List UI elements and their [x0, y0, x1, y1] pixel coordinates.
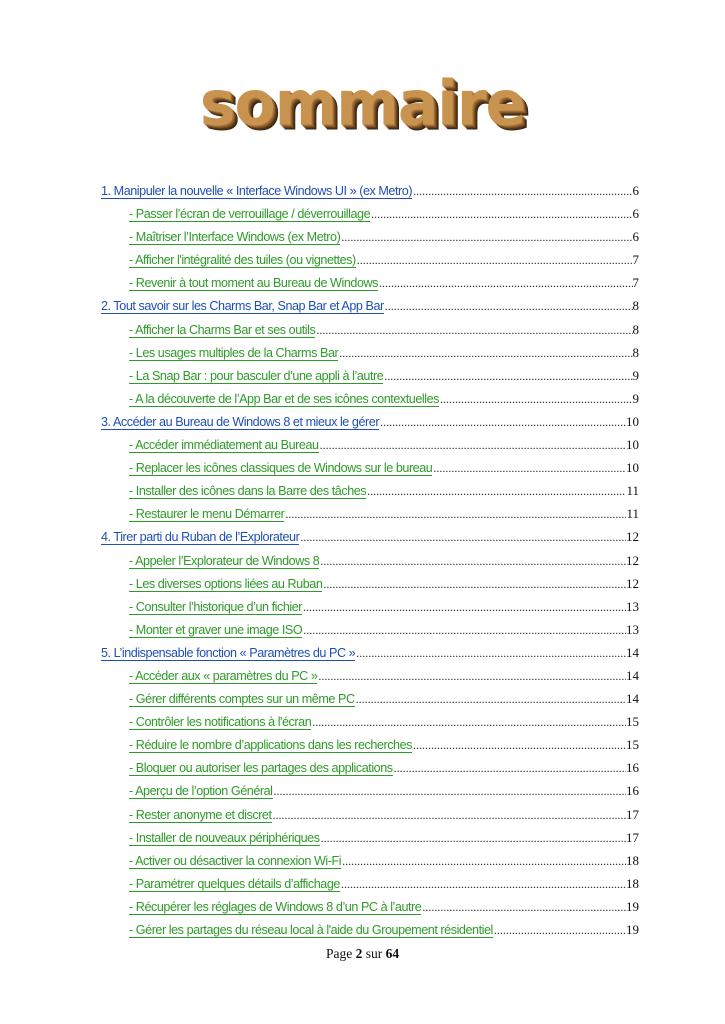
toc-entry-page-number: 17 [626, 829, 639, 845]
toc-entry-label[interactable]: - Contrôler les notifications à l'écran [129, 715, 312, 730]
toc-subsection-entry[interactable] [101, 322, 639, 345]
toc-entry-page-number: 18 [626, 875, 639, 891]
toc-entry-label[interactable]: - Gérer différents comptes sur un même PC [129, 692, 355, 707]
toc-subsection-entry[interactable] [101, 483, 639, 506]
toc-entry-label[interactable]: 5. L’indispensable fonction « Paramètres du PC » [101, 645, 356, 660]
toc-entry-label[interactable]: - A la découverte de l’App Bar et de ses icônes contextuelles [129, 391, 439, 406]
page-footer [0, 946, 725, 962]
toc-entry-page-number: 15 [626, 714, 639, 730]
toc-entry-label[interactable]: - Réduire le nombre d’applications dans les recherches [129, 738, 413, 753]
toc-entry-page-number: 17 [626, 806, 639, 822]
toc-section-entry[interactable] [101, 183, 639, 206]
toc-dot-leader [338, 346, 632, 361]
toc-entry-label[interactable]: - Afficher la Charms Bar et ses outils [129, 322, 316, 337]
toc-subsection-entry[interactable] [101, 553, 639, 576]
toc-dot-leader [317, 669, 626, 684]
footer-current-page: 2 [355, 946, 363, 961]
toc-entry-page-number: 7 [632, 275, 639, 291]
toc-subsection-entry[interactable] [101, 922, 639, 945]
toc-subsection-entry[interactable] [101, 899, 639, 922]
toc-entry-page-number: 12 [626, 529, 639, 545]
toc-dot-leader [319, 438, 626, 453]
toc-dot-leader [355, 646, 626, 661]
toc-entry-label[interactable]: - Rester anonyme et discret [129, 807, 272, 822]
toc-subsection-entry[interactable] [101, 783, 639, 806]
toc-dot-leader [412, 184, 632, 199]
toc-entry-page-number: 14 [626, 644, 639, 660]
toc-subsection-entry[interactable] [101, 714, 639, 737]
toc-dot-leader [393, 761, 626, 776]
toc-dot-leader [421, 900, 626, 915]
toc-dot-leader [273, 784, 626, 799]
toc-entry-label[interactable]: 2. Tout savoir sur les Charms Bar, Snap Bar et App Bar [101, 299, 384, 314]
toc-entry-page-number: 14 [626, 691, 639, 707]
toc-entry-label[interactable]: - Consulter l’historique d’un fichier [129, 599, 303, 614]
toc-dot-leader [302, 623, 626, 638]
toc-entry-page-number: 8 [632, 344, 639, 360]
toc-entry-page-number: 14 [626, 667, 639, 683]
toc-entry-page-number: 8 [632, 321, 639, 337]
toc-entry-page-number: 19 [626, 922, 639, 937]
title-block [0, 62, 725, 152]
toc-dot-leader [378, 276, 633, 291]
toc-dot-leader [340, 877, 626, 892]
toc-entry-label[interactable]: 4. Tirer parti du Ruban de l’Explorateur [101, 530, 300, 545]
toc-subsection-entry[interactable] [101, 691, 639, 714]
toc-dot-leader [493, 923, 626, 938]
toc-dot-leader [272, 808, 626, 823]
toc-entry-label[interactable]: - Récupérer les réglages de Windows 8 d’un PC à l’autre [129, 899, 422, 914]
toc-subsection-entry[interactable] [101, 807, 639, 830]
footer-total-pages: 64 [385, 946, 400, 961]
toc-entry-label[interactable]: - Accéder immédiatement au Bureau [129, 438, 319, 453]
toc-dot-leader [383, 369, 632, 384]
toc-entry-label[interactable]: - Les usages multiples de la Charms Bar [129, 345, 339, 360]
toc-dot-leader [311, 715, 626, 730]
toc-entry-page-number: 15 [626, 737, 639, 753]
table-of-contents [101, 183, 639, 945]
toc-dot-leader [299, 530, 626, 545]
toc-subsection-entry[interactable] [101, 668, 639, 691]
toc-dot-leader [320, 831, 626, 846]
footer-prefix: Page [325, 946, 353, 961]
toc-entry-page-number: 7 [632, 252, 639, 268]
page-title: sommaire [199, 68, 526, 140]
toc-entry-label[interactable]: 3. Accéder au Bureau de Windows 8 et mieux le gérer [101, 414, 380, 429]
toc-subsection-entry[interactable] [101, 368, 639, 391]
toc-subsection-entry[interactable] [101, 437, 639, 460]
toc-entry-label[interactable]: - Passer l’écran de verrouillage / déverrouillage [129, 207, 371, 222]
toc-subsection-entry[interactable] [101, 206, 639, 229]
toc-section-entry[interactable] [101, 414, 639, 437]
toc-entry-page-number: 19 [626, 898, 639, 914]
toc-section-entry[interactable] [101, 645, 639, 668]
toc-entry-page-number: 18 [626, 852, 639, 868]
footer-separator: sur [365, 946, 383, 961]
toc-entry-page-number: 13 [626, 621, 639, 637]
toc-entry-label[interactable]: - Installer de nouveaux périphériques [129, 830, 320, 845]
toc-dot-leader [315, 323, 632, 338]
toc-entry-page-number: 9 [632, 390, 639, 406]
toc-entry-page-number: 13 [626, 598, 639, 614]
toc-entry-page-number: 10 [626, 437, 639, 453]
toc-subsection-entry[interactable] [101, 275, 639, 298]
toc-dot-leader [439, 392, 633, 407]
toc-subsection-entry[interactable] [101, 345, 639, 368]
toc-subsection-entry[interactable] [101, 760, 639, 783]
toc-subsection-entry[interactable] [101, 876, 639, 899]
toc-entry-label[interactable]: - Installer des icônes dans la Barre des tâches [129, 484, 367, 499]
toc-entry-page-number: 10 [626, 460, 639, 476]
toc-entry-page-number: 10 [626, 413, 639, 429]
toc-entry-page-number: 12 [626, 575, 639, 591]
toc-dot-leader [340, 230, 632, 245]
toc-dot-leader [322, 577, 626, 592]
toc-entry-label[interactable]: - Afficher l'intégralité des tuiles (ou vignettes) [129, 253, 356, 268]
toc-dot-leader [366, 484, 626, 499]
toc-subsection-entry[interactable] [101, 830, 639, 853]
toc-entry-page-number: 6 [632, 206, 639, 222]
toc-entry-page-number: 16 [626, 760, 639, 776]
toc-dot-leader [355, 692, 626, 707]
toc-dot-leader [432, 461, 626, 476]
toc-entry-page-number: 6 [632, 229, 639, 245]
toc-subsection-entry[interactable] [101, 853, 639, 876]
toc-dot-leader [284, 507, 626, 522]
toc-entry-label[interactable]: - Replacer les icônes classiques de Windows sur le bureau [129, 461, 433, 476]
toc-entry-label[interactable]: - Paramétrer quelques détails d’affichage [129, 876, 340, 891]
toc-entry-label[interactable]: - Accéder aux « paramètres du PC » [129, 668, 318, 683]
toc-subsection-entry[interactable] [101, 599, 639, 622]
toc-dot-leader [412, 738, 626, 753]
toc-subsection-entry[interactable] [101, 252, 639, 275]
toc-dot-leader [384, 299, 633, 314]
toc-dot-leader [319, 554, 626, 569]
toc-entry-label[interactable]: - Activer ou désactiver la connexion Wi-Fi [129, 853, 342, 868]
toc-entry-page-number: 16 [626, 783, 639, 799]
toc-subsection-entry[interactable] [101, 737, 639, 760]
toc-subsection-entry[interactable] [101, 460, 639, 483]
toc-entry-label[interactable]: - Les diverses options liées au Ruban [129, 576, 323, 591]
toc-dot-leader [341, 854, 626, 869]
toc-subsection-entry[interactable] [101, 391, 639, 414]
toc-entry-label[interactable]: 1. Manipuler la nouvelle « Interface Windows UI » (ex Metro) [101, 184, 413, 198]
toc-subsection-entry[interactable] [101, 622, 639, 645]
toc-subsection-entry[interactable] [101, 576, 639, 599]
toc-subsection-entry[interactable] [101, 506, 639, 529]
toc-entry-page-number: 11 [626, 483, 639, 499]
toc-dot-leader [370, 207, 632, 222]
toc-subsection-entry[interactable] [101, 229, 639, 252]
toc-entry-label[interactable]: - Monter et graver une image ISO [129, 622, 303, 637]
toc-entry-label[interactable]: - Bloquer ou autoriser les partages des applications [129, 761, 393, 776]
toc-entry-label[interactable]: - Aperçu de l’option Général [129, 784, 273, 799]
toc-dot-leader [356, 253, 633, 268]
toc-entry-page-number: 6 [632, 183, 639, 198]
toc-entry-label[interactable]: - Appeler l’Explorateur de Windows 8 [129, 553, 320, 568]
toc-entry-page-number: 12 [626, 552, 639, 568]
toc-dot-leader [302, 600, 626, 615]
toc-entry-label[interactable]: - Gérer les partages du réseau local à l'aide du Groupement résidentiel [129, 923, 493, 937]
toc-entry-label[interactable]: - Revenir à tout moment au Bureau de Windows [129, 276, 378, 291]
toc-entry-label[interactable]: - La Snap Bar : pour basculer d’une appli à l’autre [129, 368, 384, 383]
toc-entry-label[interactable]: - Restaurer le menu Démarrer [129, 507, 285, 522]
toc-entry-page-number: 11 [626, 506, 639, 522]
toc-section-entry[interactable] [101, 529, 639, 552]
toc-dot-leader [379, 415, 626, 430]
toc-entry-page-number: 9 [632, 367, 639, 383]
toc-section-entry[interactable] [101, 298, 639, 321]
toc-entry-page-number: 8 [632, 298, 639, 314]
toc-entry-label[interactable]: - Maîtriser l’Interface Windows (ex Metro) [129, 230, 341, 245]
